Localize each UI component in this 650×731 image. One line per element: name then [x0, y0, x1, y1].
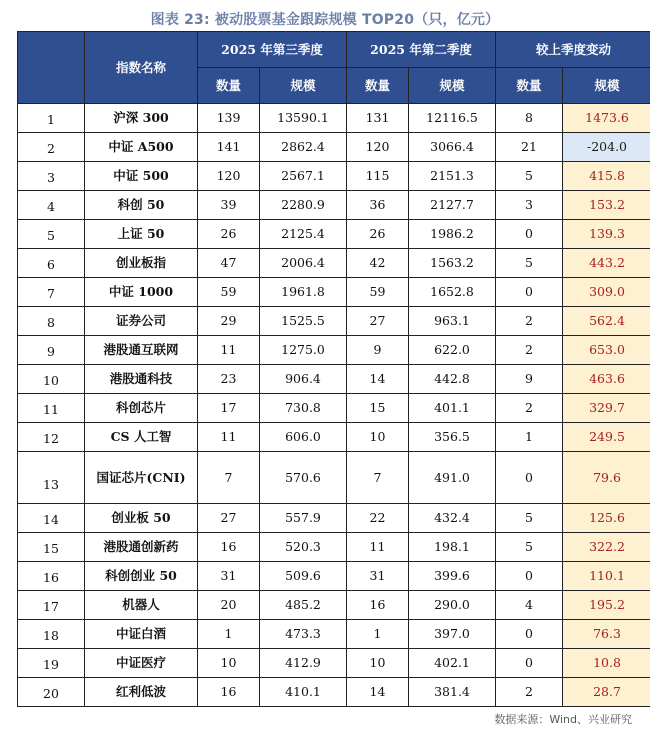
cell-rank: 12	[18, 423, 85, 452]
cell-q2-scale: 1563.2	[409, 249, 496, 278]
cell-index-name: 创业板 50	[85, 504, 198, 533]
cell-q3-scale: 509.6	[260, 562, 347, 591]
table-row	[18, 307, 650, 336]
cell-q2-scale: 381.4	[409, 678, 496, 707]
cell-q3-scale: 2125.4	[260, 220, 347, 249]
cell-q3-count: 23	[198, 365, 260, 394]
cell-q3-scale: 557.9	[260, 504, 347, 533]
cell-q3-count: 120	[198, 162, 260, 191]
cell-q2-scale: 290.0	[409, 591, 496, 620]
passive-fund-scale-table	[17, 31, 650, 707]
cell-change-count: 5	[496, 504, 563, 533]
cell-rank: 10	[18, 365, 85, 394]
cell-rank: 1	[18, 104, 85, 133]
cell-q2-scale: 1652.8	[409, 278, 496, 307]
table-row	[18, 423, 650, 452]
cell-q3-count: 141	[198, 133, 260, 162]
cell-q2-scale: 491.0	[409, 452, 496, 504]
cell-index-name: 港股通创新药	[85, 533, 198, 562]
cell-q3-scale: 13590.1	[260, 104, 347, 133]
table-row	[18, 162, 650, 191]
cell-q2-scale: 432.4	[409, 504, 496, 533]
cell-q3-scale: 2006.4	[260, 249, 347, 278]
cell-q2-scale: 401.1	[409, 394, 496, 423]
table-row	[18, 394, 650, 423]
cell-q2-count: 115	[347, 162, 409, 191]
cell-change-count: 4	[496, 591, 563, 620]
table-row	[18, 504, 650, 533]
cell-q3-scale: 730.8	[260, 394, 347, 423]
header-change-group: 较上季度变动	[496, 32, 650, 68]
cell-rank: 19	[18, 649, 85, 678]
cell-index-name: CS 人工智	[85, 423, 198, 452]
cell-q2-scale: 399.6	[409, 562, 496, 591]
cell-q3-scale: 485.2	[260, 591, 347, 620]
table-row	[18, 678, 650, 707]
cell-q3-count: 20	[198, 591, 260, 620]
cell-q2-count: 42	[347, 249, 409, 278]
cell-q3-count: 59	[198, 278, 260, 307]
cell-rank: 3	[18, 162, 85, 191]
cell-change-count: 8	[496, 104, 563, 133]
cell-change-scale: 76.3	[563, 620, 650, 649]
data-source-note: 数据来源：Wind、兴业研究	[494, 713, 632, 726]
header-rank-blank	[18, 32, 85, 104]
cell-change-count: 0	[496, 620, 563, 649]
cell-change-count: 21	[496, 133, 563, 162]
cell-q2-count: 10	[347, 649, 409, 678]
cell-change-count: 0	[496, 220, 563, 249]
header-q3-scale: 规模	[260, 68, 347, 104]
table-row	[18, 220, 650, 249]
cell-q3-scale: 1525.5	[260, 307, 347, 336]
cell-change-count: 2	[496, 336, 563, 365]
cell-rank: 11	[18, 394, 85, 423]
cell-change-scale: 125.6	[563, 504, 650, 533]
table-row	[18, 133, 650, 162]
cell-index-name: 中证白酒	[85, 620, 198, 649]
header-q3-group: 2025 年第三季度	[198, 32, 347, 68]
cell-change-scale: 309.0	[563, 278, 650, 307]
cell-q2-count: 120	[347, 133, 409, 162]
cell-change-count: 0	[496, 452, 563, 504]
cell-q2-scale: 198.1	[409, 533, 496, 562]
cell-q2-scale: 2127.7	[409, 191, 496, 220]
cell-q2-count: 59	[347, 278, 409, 307]
cell-rank: 5	[18, 220, 85, 249]
cell-q2-count: 9	[347, 336, 409, 365]
cell-change-count: 5	[496, 162, 563, 191]
cell-q3-scale: 520.3	[260, 533, 347, 562]
cell-q2-count: 31	[347, 562, 409, 591]
cell-q2-count: 22	[347, 504, 409, 533]
figure-title: 图表 23: 被动股票基金跟踪规模 TOP20（只，亿元）	[150, 12, 500, 28]
cell-rank: 4	[18, 191, 85, 220]
cell-q3-scale: 2280.9	[260, 191, 347, 220]
cell-q3-count: 11	[198, 423, 260, 452]
table-row	[18, 591, 650, 620]
cell-q3-scale: 1275.0	[260, 336, 347, 365]
cell-q3-scale: 1961.8	[260, 278, 347, 307]
cell-q3-count: 16	[198, 678, 260, 707]
cell-index-name: 港股通互联网	[85, 336, 198, 365]
cell-q3-count: 1	[198, 620, 260, 649]
table-row	[18, 278, 650, 307]
cell-change-count: 5	[496, 249, 563, 278]
cell-index-name: 科创创业 50	[85, 562, 198, 591]
cell-change-scale: 322.2	[563, 533, 650, 562]
cell-q2-count: 26	[347, 220, 409, 249]
cell-index-name: 创业板指	[85, 249, 198, 278]
cell-q3-count: 10	[198, 649, 260, 678]
cell-q2-scale: 397.0	[409, 620, 496, 649]
cell-change-count: 0	[496, 562, 563, 591]
table-row	[18, 365, 650, 394]
cell-index-name: 科创芯片	[85, 394, 198, 423]
cell-q2-scale: 402.1	[409, 649, 496, 678]
table-row	[18, 191, 650, 220]
cell-rank: 17	[18, 591, 85, 620]
cell-rank: 8	[18, 307, 85, 336]
table-row	[18, 104, 650, 133]
cell-q3-scale: 473.3	[260, 620, 347, 649]
cell-q2-scale: 442.8	[409, 365, 496, 394]
table-row	[18, 562, 650, 591]
cell-rank: 20	[18, 678, 85, 707]
cell-rank: 16	[18, 562, 85, 591]
cell-change-count: 9	[496, 365, 563, 394]
cell-change-scale: 79.6	[563, 452, 650, 504]
header-index-name: 指数名称	[85, 32, 198, 104]
header-q2-group: 2025 年第二季度	[347, 32, 496, 68]
cell-q3-scale: 606.0	[260, 423, 347, 452]
cell-q3-count: 11	[198, 336, 260, 365]
cell-index-name: 港股通科技	[85, 365, 198, 394]
cell-q2-count: 14	[347, 365, 409, 394]
cell-change-count: 3	[496, 191, 563, 220]
cell-change-scale: 139.3	[563, 220, 650, 249]
cell-q2-count: 11	[347, 533, 409, 562]
cell-q2-count: 15	[347, 394, 409, 423]
cell-q2-scale: 12116.5	[409, 104, 496, 133]
cell-index-name: 沪深 300	[85, 104, 198, 133]
cell-index-name: 红利低波	[85, 678, 198, 707]
cell-rank: 6	[18, 249, 85, 278]
cell-q3-count: 17	[198, 394, 260, 423]
table-row	[18, 452, 650, 504]
cell-q3-scale: 2567.1	[260, 162, 347, 191]
cell-q3-scale: 2862.4	[260, 133, 347, 162]
cell-q2-scale: 2151.3	[409, 162, 496, 191]
cell-q3-count: 7	[198, 452, 260, 504]
table-body	[18, 104, 650, 707]
cell-change-count: 0	[496, 649, 563, 678]
cell-change-scale: 463.6	[563, 365, 650, 394]
cell-change-count: 2	[496, 678, 563, 707]
cell-q2-count: 7	[347, 452, 409, 504]
cell-change-scale: 415.8	[563, 162, 650, 191]
table-row	[18, 249, 650, 278]
cell-change-scale: 249.5	[563, 423, 650, 452]
cell-q3-scale: 570.6	[260, 452, 347, 504]
cell-change-count: 5	[496, 533, 563, 562]
cell-q2-count: 131	[347, 104, 409, 133]
cell-change-scale: 562.4	[563, 307, 650, 336]
cell-q2-count: 16	[347, 591, 409, 620]
cell-q3-count: 27	[198, 504, 260, 533]
cell-index-name: 机器人	[85, 591, 198, 620]
cell-change-scale: 195.2	[563, 591, 650, 620]
cell-q3-count: 29	[198, 307, 260, 336]
cell-change-count: 1	[496, 423, 563, 452]
cell-q2-scale: 622.0	[409, 336, 496, 365]
cell-change-scale: -204.0	[563, 133, 650, 162]
cell-q2-scale: 1986.2	[409, 220, 496, 249]
cell-change-count: 2	[496, 394, 563, 423]
cell-q2-scale: 963.1	[409, 307, 496, 336]
cell-q3-count: 31	[198, 562, 260, 591]
table-row	[18, 649, 650, 678]
header-q2-count: 数量	[347, 68, 409, 104]
cell-q3-count: 47	[198, 249, 260, 278]
cell-change-scale: 653.0	[563, 336, 650, 365]
cell-index-name: 科创 50	[85, 191, 198, 220]
cell-change-scale: 153.2	[563, 191, 650, 220]
table-row	[18, 533, 650, 562]
table-row	[18, 620, 650, 649]
cell-q3-scale: 410.1	[260, 678, 347, 707]
cell-q3-count: 39	[198, 191, 260, 220]
cell-rank: 13	[18, 452, 85, 504]
cell-change-scale: 28.7	[563, 678, 650, 707]
header-change-scale: 规模	[563, 68, 650, 104]
table-row	[18, 336, 650, 365]
cell-index-name: 中证 1000	[85, 278, 198, 307]
cell-rank: 9	[18, 336, 85, 365]
cell-q3-count: 26	[198, 220, 260, 249]
cell-change-scale: 110.1	[563, 562, 650, 591]
cell-q3-scale: 412.9	[260, 649, 347, 678]
header-q2-scale: 规模	[409, 68, 496, 104]
cell-change-scale: 10.8	[563, 649, 650, 678]
cell-change-count: 0	[496, 278, 563, 307]
cell-index-name: 中证 A500	[85, 133, 198, 162]
cell-q3-count: 16	[198, 533, 260, 562]
header-q3-count: 数量	[198, 68, 260, 104]
cell-q2-scale: 356.5	[409, 423, 496, 452]
cell-change-count: 2	[496, 307, 563, 336]
cell-q2-count: 36	[347, 191, 409, 220]
cell-change-scale: 1473.6	[563, 104, 650, 133]
cell-q2-count: 27	[347, 307, 409, 336]
cell-rank: 18	[18, 620, 85, 649]
cell-rank: 7	[18, 278, 85, 307]
header-change-count: 数量	[496, 68, 563, 104]
cell-change-scale: 329.7	[563, 394, 650, 423]
cell-index-name: 证券公司	[85, 307, 198, 336]
cell-rank: 14	[18, 504, 85, 533]
cell-change-scale: 443.2	[563, 249, 650, 278]
cell-rank: 2	[18, 133, 85, 162]
cell-q3-scale: 906.4	[260, 365, 347, 394]
cell-q2-scale: 3066.4	[409, 133, 496, 162]
cell-index-name: 上证 50	[85, 220, 198, 249]
cell-q2-count: 14	[347, 678, 409, 707]
cell-index-name: 中证 500	[85, 162, 198, 191]
cell-index-name: 国证芯片(CNI)	[85, 452, 198, 504]
cell-index-name: 中证医疗	[85, 649, 198, 678]
cell-q2-count: 10	[347, 423, 409, 452]
cell-rank: 15	[18, 533, 85, 562]
cell-q2-count: 1	[347, 620, 409, 649]
cell-q3-count: 139	[198, 104, 260, 133]
